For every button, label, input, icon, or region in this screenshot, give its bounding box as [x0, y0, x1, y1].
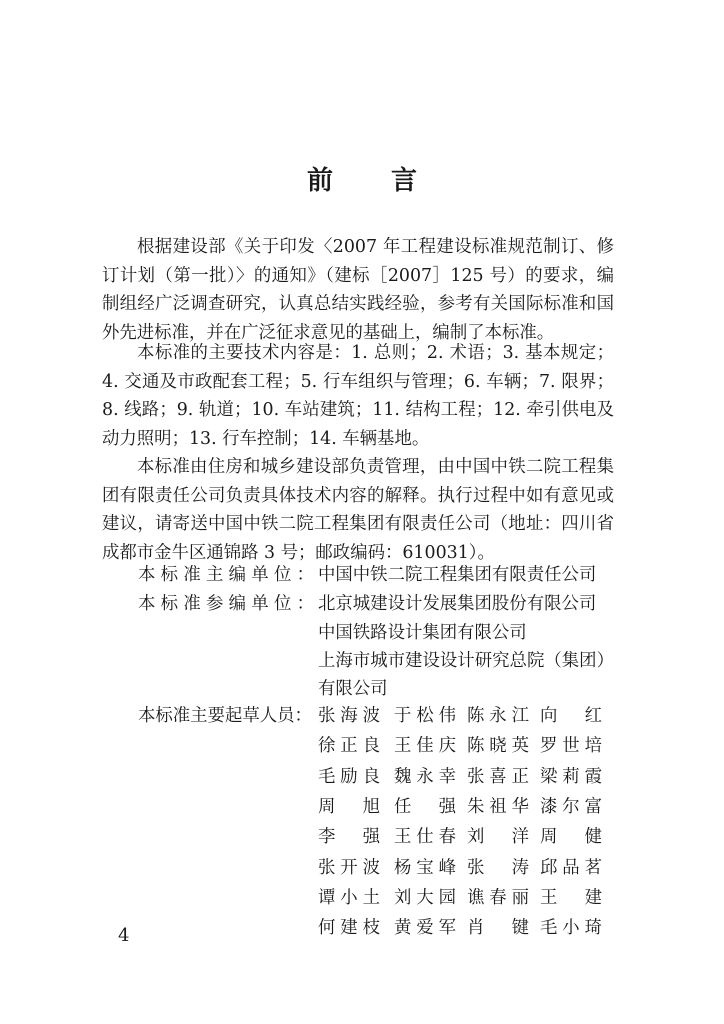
chief-unit-label: 本标准主编单位：	[138, 565, 314, 585]
drafter-name: 漆尔富	[540, 796, 602, 817]
drafter-name: 魏永幸	[394, 766, 456, 787]
participating-unit-2: 中国铁路设计集团有限公司	[318, 623, 527, 643]
drafter-name: 张海波	[318, 706, 380, 726]
drafter-name: 毛励良	[318, 766, 380, 787]
drafter-name: 张开波	[318, 857, 380, 878]
page-number: 4	[118, 925, 130, 946]
participating-unit-1: 北京城建设计发展集团股份有限公司	[318, 594, 597, 614]
drafter-name: 徐正良	[318, 736, 380, 757]
drafter-name: 周 旭	[318, 796, 380, 817]
drafter-name: 刘大园	[394, 887, 456, 908]
drafter-name: 李 强	[318, 827, 380, 848]
drafter-name: 毛小琦	[540, 918, 602, 939]
drafter-name: 陈永江	[467, 706, 529, 726]
paragraph-contents: 本标准的主要技术内容是：1. 总则；2. 术语；3. 基本规定；4. 交通及市政配套工程；5. 行车组织与管理；6. 车辆；7. 限界；8. 线路；9. 轨道；10. 车站建筑；11. 结构工程；12. 牵引供电及动力照明；13. 行车控制；14. 车辆基地。	[102, 343, 614, 449]
drafter-name: 张喜正	[467, 766, 529, 787]
drafter-name: 何建枝	[318, 918, 380, 939]
drafter-name: 陈晓英	[467, 736, 529, 757]
drafter-name: 朱祖华	[467, 796, 529, 817]
drafter-name: 肖 键	[467, 918, 529, 939]
drafter-name: 王仕春	[394, 827, 456, 848]
paragraph-management: 本标准由住房和城乡建设部负责管理，由中国中铁二院工程集团有限责任公司负责具体技术内容的解释。执行过程中如有意见或建议，请寄送中国中铁二院工程集团有限责任公司（地址：四川省成都市金牛区通锦路 3 号；邮政编码：610031）。	[102, 457, 614, 563]
drafter-name: 张 涛	[467, 857, 529, 878]
drafter-name: 王佳庆	[394, 736, 456, 757]
page-title	[0, 160, 724, 197]
drafter-name: 邱品茗	[540, 857, 602, 878]
drafter-name: 周 健	[540, 827, 602, 848]
drafters-label: 本标准主要起草人员：	[138, 706, 312, 726]
drafter-name: 黄爱军	[394, 918, 456, 939]
drafter-name: 杨宝峰	[394, 857, 456, 878]
drafter-name: 任 强	[394, 796, 456, 817]
chief-unit-value: 中国中铁二院工程集团有限责任公司	[318, 565, 597, 585]
title-char-2: 言	[391, 166, 418, 196]
drafter-name: 向 红	[540, 706, 602, 726]
drafter-name: 刘 洋	[467, 827, 529, 848]
participating-units-label: 本标准参编单位：	[138, 594, 314, 614]
drafter-name: 梁莉霞	[540, 766, 602, 787]
paragraph-background: 根据建设部《关于印发〈2007 年工程建设标准规范制订、修订计划（第一批）〉的通知》（建标［2007］125 号）的要求，编制组经广泛调查研究，认真总结实践经验，参考有关国际标准和国外先进标准，并在广泛征求意见的基础上，编制了本标准。	[102, 237, 614, 343]
drafter-name: 谭小土	[318, 887, 380, 908]
drafter-name: 于松伟	[394, 706, 456, 726]
title-char-1: 前	[306, 166, 333, 196]
participating-unit-3: 上海市城市建设设计研究总院（集团）有限公司	[318, 651, 614, 699]
drafter-name: 王 建	[540, 887, 602, 908]
drafter-name: 罗世培	[540, 736, 602, 757]
drafter-name: 谯春丽	[467, 887, 529, 908]
